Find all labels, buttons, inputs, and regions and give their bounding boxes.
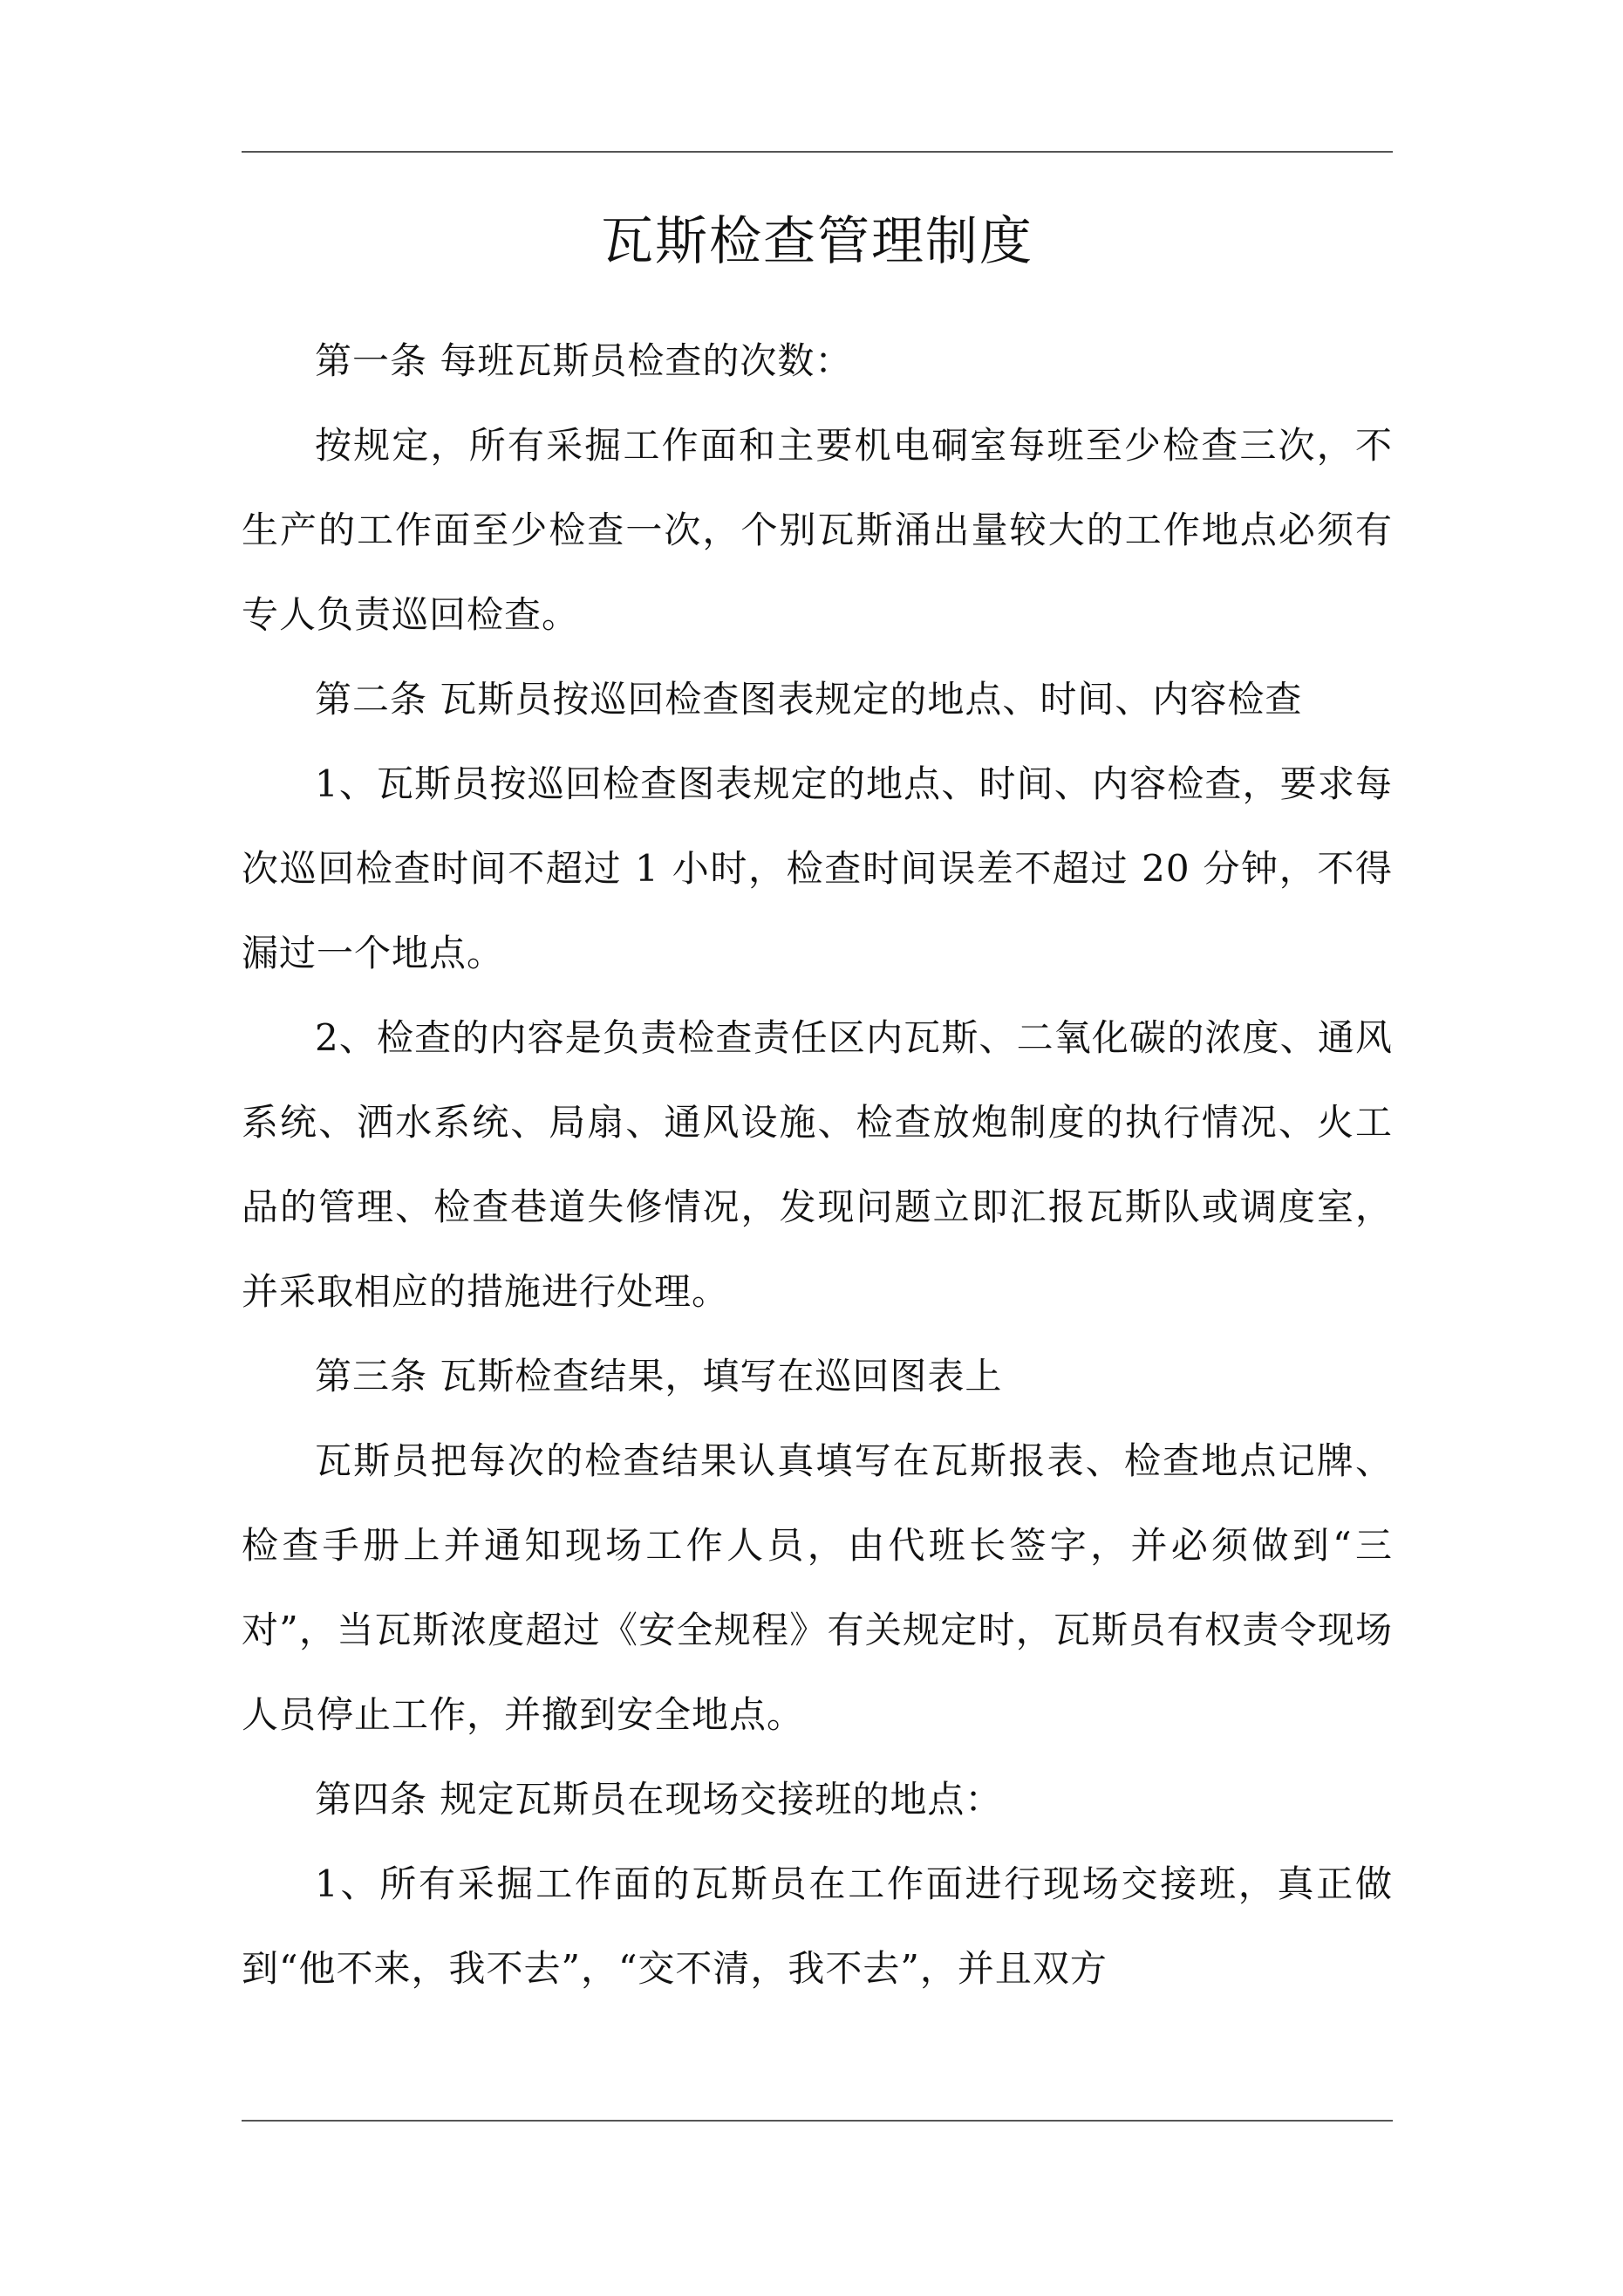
article-1-heading: 第一条 每班瓦斯员检查的次数： [315, 339, 853, 382]
article-2-item-2: 2、检查的内容是负责检查责任区内瓦斯、二氧化碳的浓度、通风系统、洒水系统、局扇、通风设施、检查放炮制度的执行情况、火工品的管理、检查巷道失修情况，发现问题立即汇报瓦斯队或调度室，并采取相应的措施进行处理。 [242, 1016, 1393, 1313]
article-1-content: 按规定，所有采掘工作面和主要机电硐室每班至少检查三次，不生产的工作面至少检查一次，个别瓦斯涌出量较大的工作地点必须有专人负责巡回检查。 [242, 424, 1393, 636]
document-body [242, 318, 1393, 2011]
article-3-content: 瓦斯员把每次的检查结果认真填写在瓦斯报表、检查地点记牌、检查手册上并通知现场工作人员，由代班长签字，并必须做到“三对”，当瓦斯浓度超过《安全规程》有关规定时，瓦斯员有权责令现场人员停止工作，并撤到安全地点。 [242, 1439, 1393, 1736]
article-2-item-1: 1、瓦斯员按巡回检查图表规定的地点、时间、内容检查，要求每次巡回检查时间不超过 1 小时，检查时间误差不超过 20 分钟，不得漏过一个地点。 [242, 762, 1393, 974]
article-4-item-1: 1、所有采掘工作面的瓦斯员在工作面进行现场交接班，真正做到“他不来，我不去”，“交不清，我不去”，并且双方 [242, 1862, 1393, 1990]
article-2-heading: 第二条 瓦斯员按巡回检查图表规定的地点、时间、内容检查 [315, 678, 1303, 721]
article-3-heading: 第三条 瓦斯检查结果，填写在巡回图表上 [315, 1355, 1003, 1397]
article-4-heading: 第四条 规定瓦斯员在现场交接班的地点： [315, 1778, 1003, 1821]
page-title: 瓦斯检查管理制度 [601, 211, 1033, 272]
header-rule [242, 151, 1393, 153]
footer-rule [242, 2120, 1393, 2122]
